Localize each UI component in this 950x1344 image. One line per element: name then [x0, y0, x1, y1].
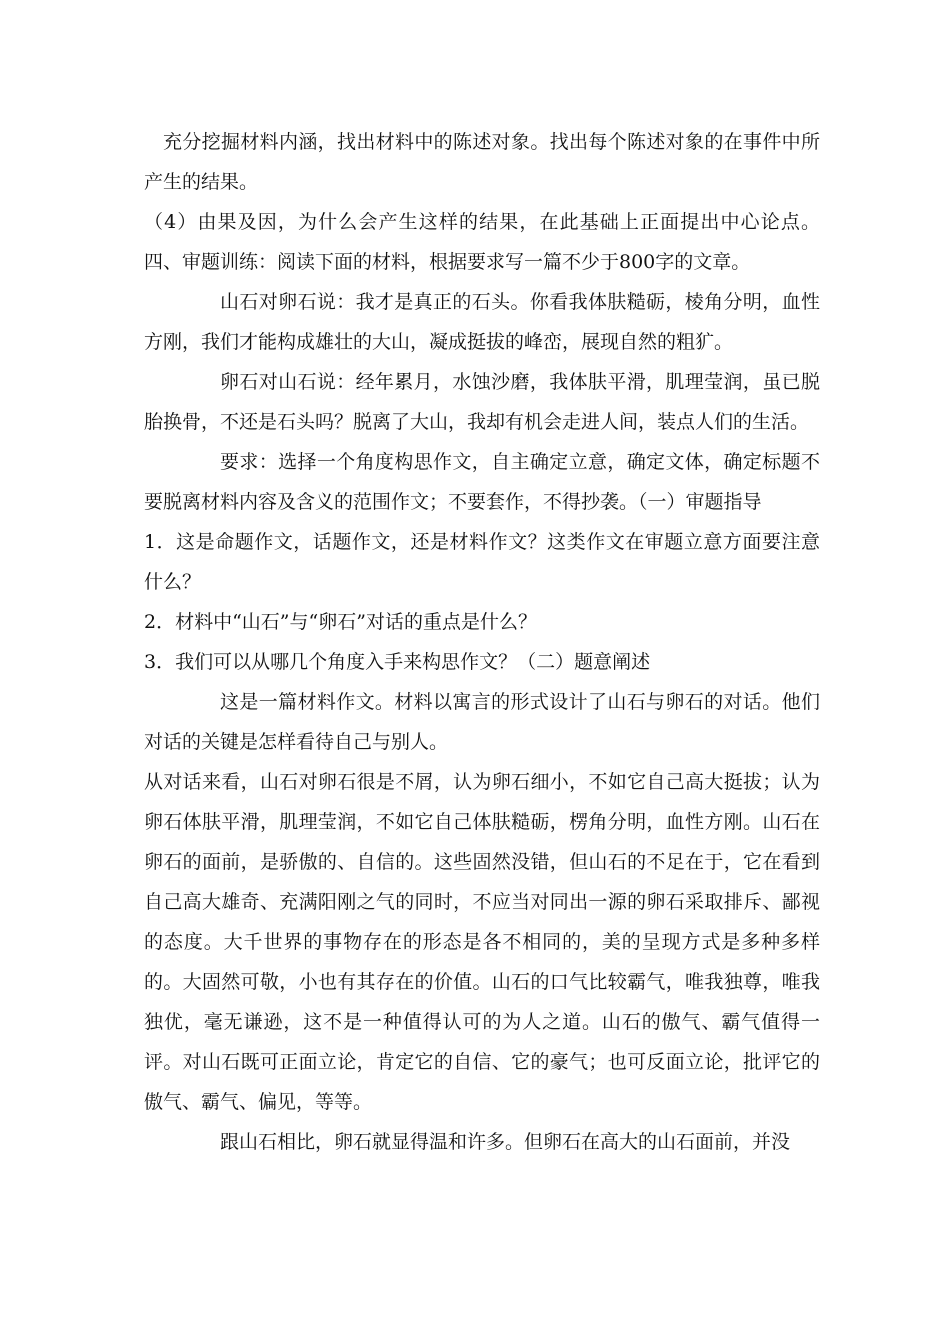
paragraph-requirements: 要求：选择一个角度构思作文，自主确定立意，确定文体，确定标题不要脱离材料内容及含义的范围作文；不要套作，不得抄袭。（一）审题指导 — [144, 451, 820, 513]
paragraph-pebble: 卵石对山石说：经年累月，水蚀沙磨，我体肤平滑，肌理莹润，虽已脱胎换骨，不还是石头吗？脱离了大山，我却有机会走进人间，装点人们的生活。 — [144, 371, 820, 433]
paragraph-analysis: 从对话来看，山石对卵石很是不屑，认为卵石细小，不如它自己高大挺拔；认为卵石体肤平滑，肌理莹润，不如它自己体肤糙砺，楞角分明，血性方刚。山石在卵石的面前，是骄傲的、自信的。这些固然没错，但山石的不足在于，它在看到自己高大雄奇、充满阳刚之气的同时，不应当对同出一源的卵石采取排斥、鄙视的态度。大千世界的事物存在的形态是各不相同的，美的呈现方式是多种多样的。大固然可敬，小也有其存在的价值。山石的口气比较霸气，唯我独尊，唯我独优，毫无谦逊，这不是一种值得认可的为人之道。山石的傲气、霸气值得一评。对山石既可正面立论，肯定它的自信、它的豪气；也可反面立论，批评它的傲气、霸气、偏见，等等。 — [144, 771, 820, 1113]
paragraph-intro: 充分挖掘材料内涵，找出材料中的陈述对象。找出每个陈述对象的在事件中所产生的结果。 — [144, 131, 820, 193]
paragraph-mountain-stone: 山石对卵石说：我才是真正的石头。你看我体肤糙砺，棱角分明，血性方刚，我们才能构成雄壮的大山，凝成挺拔的峰峦，展现自然的粗犷。 — [144, 291, 820, 353]
question-2: 2．材料中“山石”与“卵石”对话的重点是什么？ — [144, 611, 537, 633]
paragraph-comparison: 跟山石相比，卵石就显得温和许多。但卵石在高大的山石面前，并没 — [220, 1131, 791, 1153]
document-page — [144, 122, 820, 1162]
paragraph-explanation: 这是一篇材料作文。材料以寓言的形式设计了山石与卵石的对话。他们对话的关键是怎样看待自己与别人。 — [144, 691, 820, 753]
question-1: 1．这是命题作文，话题作文，还是材料作文？这类作文在审题立意方面要注意什么？ — [144, 531, 820, 593]
paragraph-step-4: （4）由果及因，为什么会产生这样的结果，在此基础上正面提出中心论点。四、审题训练：阅读下面的材料，根据要求写一篇不少于800字的文章。 — [144, 211, 820, 273]
question-3: 3．我们可以从哪几个角度入手来构思作文？（二）题意阐述 — [144, 651, 651, 673]
